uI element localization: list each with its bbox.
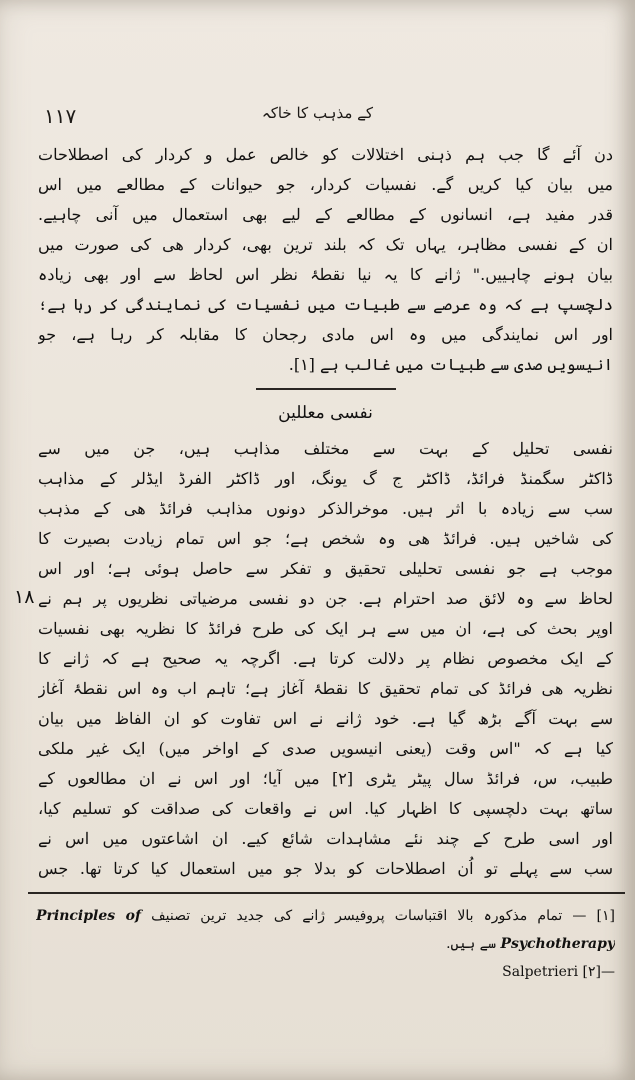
footnote-1-text: [۱] — تمام مذکورہ بالا اقتباسات پروفیسر ژانے کی جدید ترین تصنیف (151, 908, 615, 924)
text-line: اوپر بحث کی ہے، ان میں سے ہر ایک کی طرح فرائڈ کا نظریہ بھی نفسیات (38, 619, 613, 638)
footnote-2-mark: —[۲] (582, 964, 615, 980)
text-line: میں بیان کیا کریں گے. نفسیات کردار، جو حیوانات کے مطالعے میں اس (38, 175, 613, 194)
footnote-1 (36, 902, 615, 930)
text-line: کی شاخیں ہیں. فرائڈ ھی وہ شخص ہے؛ جو اس تمام زیادت بصیرت کا (38, 529, 613, 548)
text-line: سب سے پہلے تو اُن اصطلاحات کو بدلا جو میں استعمال کیا کرتا تھا. جس (38, 859, 613, 878)
footnote-1-book-title-cont: Psychotherapy (500, 936, 615, 952)
footnote-1-book-title: Principles of (36, 908, 142, 924)
footnotes (36, 902, 615, 986)
text-line: طبیب، س، فرائڈ سال پیٹر یٹری [۲] میں آیا؛ اور اس نے ان مطالعوں کے (38, 769, 613, 788)
footnote-1-cont-text: سے ہیں. (446, 936, 497, 952)
running-title: کے مذہب کا خاکہ (261, 104, 374, 122)
text-line: اور اس نمایندگی میں وہ اس مادی رجحان کا مقابلہ کر رہا ہے، جو (38, 325, 613, 344)
paragraph-2 (38, 434, 613, 884)
text-line: لحاظ سے وہ لائق صد احترام ہے. جن دو نفسی مرضیاتی نظریوں پر ہم نے (38, 589, 613, 608)
text-line: ساتھ بہت دلچسپی کا اظہار کیا. اس نے واقعات کی صداقت کو تسلیم کیا، (38, 799, 613, 818)
text-line: کیا ہے کہ "اس وقت (یعنی انیسویں صدی کے اواخر میں) ایک غیر ملکی (38, 739, 613, 758)
footnote-1-continued (36, 930, 615, 958)
text-line: سے بہت آگے بڑھ گیا ہے. خود ژانے نے اس تفاوت کو ان الفاظ میں بیان (38, 709, 613, 728)
text-line: دن آئے گا جب ہم ذہنی اختلالات کو خالص عمل و کردار کی اصطلاحات (38, 145, 613, 164)
text-line: قدر مفید ہے، انسانوں کے مطالعے کے لیے بھی استعمال میں آنی چاہیے. (38, 205, 613, 224)
margin-number: ۱۸ (14, 586, 35, 608)
paragraph-1 (38, 140, 613, 380)
text-line: سب سے زیادہ با اثر ہیں. موخرالذکر دونوں مذاہب فرائڈ ھی کے مذہب (38, 499, 613, 518)
section-divider (256, 388, 396, 390)
text-line: بیان ہونے چاہییں." ژانے کا یہ نیا نقطۂ نظر اس لحاظ سے اور بھی زیادہ (38, 265, 613, 284)
page-number: ۱۱۷ (44, 104, 77, 128)
body-text (38, 140, 613, 884)
footnote-2 (36, 958, 615, 986)
text-line: ڈاکٹر سگمنڈ فرائڈ، ڈاکٹر ج گ یونگ، اور ڈاکٹر الفرڈ ایڈلر کے مذاہب (38, 469, 613, 488)
text-line: اور اسی طرح کے چند نئے مشاہدات شائع کیے. ان اشاعتوں میں اس نے (38, 829, 613, 848)
section-heading: نفسی معللین (278, 403, 373, 423)
text-line: دلچسپ ہے کہ وہ عرصے سے طبیات میں نفسیات کی نمایندگی کر رہا ہے؛ (38, 295, 613, 314)
text-line: کے ایک مخصوص نظام پر دلالت کرتا ہے. اگرچہ یہ صحیح ہے کہ ژانے کا (38, 649, 613, 668)
footnote-rule (28, 892, 625, 894)
text-line: نظریہ ھی فرائڈ کی تمام تحقیق کا نقطۂ آغاز ہے؛ تاہم اب وہ اس نقطۂ آغاز (38, 679, 613, 698)
page-header (30, 98, 605, 134)
text-line: ان کے نفسی مظاہر، یہاں تک کہ بلند ترین بھی، کردار ھی کی صورت میں (38, 235, 613, 254)
text-line: نفسی تحلیل کے بہت سے مختلف مذاہب ہیں، جن میں سے (38, 439, 613, 458)
footnote-2-text: Salpetrieri (502, 964, 579, 980)
text-line: انیسویں صدی سے طبیات میں غالب ہے [۱]. (288, 355, 613, 374)
text-line: موجب ہے جو نفسی تحلیلی تحقیق و تفکر سے حاصل ہوئی ہے؛ اور اس (38, 559, 613, 578)
